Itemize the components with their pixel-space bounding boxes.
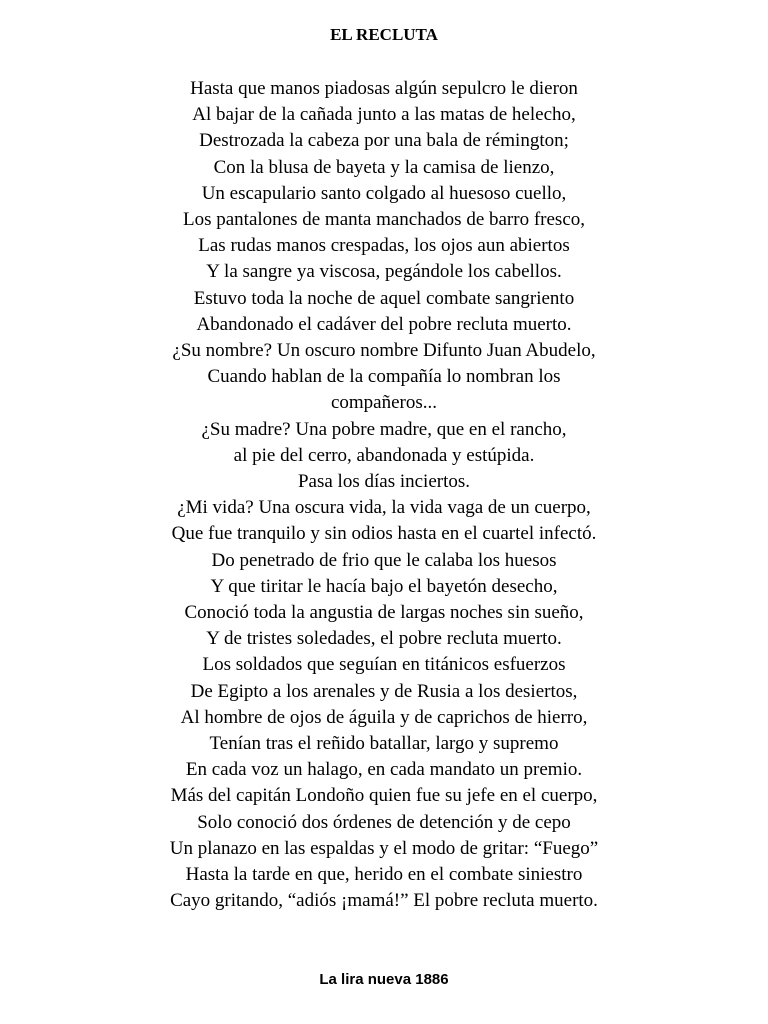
poem-line: Más del capitán Londoño quien fue su jefe en el cuerpo, (170, 785, 598, 807)
poem-line: Conoció toda la angustia de largas noches sin sueño, (184, 602, 584, 624)
poem-line: Solo conoció dos órdenes de detención y de cepo (197, 811, 571, 833)
poem-line: Los soldados que seguían en titánicos esfuerzos (202, 654, 566, 676)
poem-line: Tenían tras el reñido batallar, largo y supremo (209, 733, 559, 755)
poem-line: Cayo gritando, “adiós ¡mamá!” El pobre recluta muerto. (170, 890, 598, 912)
poem-line: Abandonado el cadáver del pobre recluta muerto. (196, 313, 572, 335)
poem-line: ¿Su nombre? Un oscuro nombre Difunto Juan Abudelo, (172, 340, 596, 362)
poem-line: ¿Su madre? Una pobre madre, que en el rancho, (201, 418, 567, 440)
poem-line: ¿Mi vida? Una oscura vida, la vida vaga de un cuerpo, (177, 497, 591, 519)
poem-line: compañeros... (330, 392, 438, 414)
poem-line: Estuvo toda la noche de aquel combate sangriento (193, 287, 575, 309)
poem-line: Los pantalones de manta manchados de barro fresco, (182, 209, 585, 231)
poem-line: Destrozada la cabeza por una bala de rémington; (199, 130, 569, 152)
poem-line: Que fue tranquilo y sin odios hasta en el cuartel infectó. (171, 523, 597, 545)
poem-line: En cada voz un halago, en cada mandato un premio. (185, 759, 583, 781)
poem-line: Con la blusa de bayeta y la camisa de lienzo, (213, 156, 555, 178)
poem-line: Hasta que manos piadosas algún sepulcro le dieron (190, 78, 578, 99)
source-citation: La lira nueva 1886 (319, 971, 449, 988)
poem-line: Un planazo en las espaldas y el modo de gritar: “Fuego” (169, 837, 599, 859)
poem-line: Do penetrado de frio que le calaba los huesos (211, 549, 557, 571)
poem-line: Un escapulario santo colgado al huesoso cuello, (201, 182, 567, 204)
poem-line: Pasa los días inciertos. (297, 471, 471, 493)
poem-line: al pie del cerro, abandonada y estúpida. (233, 444, 535, 466)
poem-body (0, 76, 768, 915)
poem-line: Las rudas manos crespadas, los ojos aun abiertos (198, 235, 570, 257)
poem-line: Cuando hablan de la compañía lo nombran los (207, 366, 561, 388)
poem-line: Y de tristes soledades, el pobre recluta muerto. (206, 628, 562, 650)
poem-line: Al bajar de la cañada junto a las matas de helecho, (192, 104, 576, 126)
poem-line: De Egipto a los arenales y de Rusia a los desiertos, (190, 680, 578, 702)
poem-line: Hasta la tarde en que, herido en el combate siniestro (185, 864, 583, 886)
poem-line: Y la sangre ya viscosa, pegándole los cabellos. (206, 261, 562, 283)
poem-line: Al hombre de ojos de águila y de caprichos de hierro, (180, 706, 588, 728)
poem-title: EL RECLUTA (330, 25, 438, 44)
poem-line: Y que tiritar le hacía bajo el bayetón desecho, (210, 575, 558, 597)
